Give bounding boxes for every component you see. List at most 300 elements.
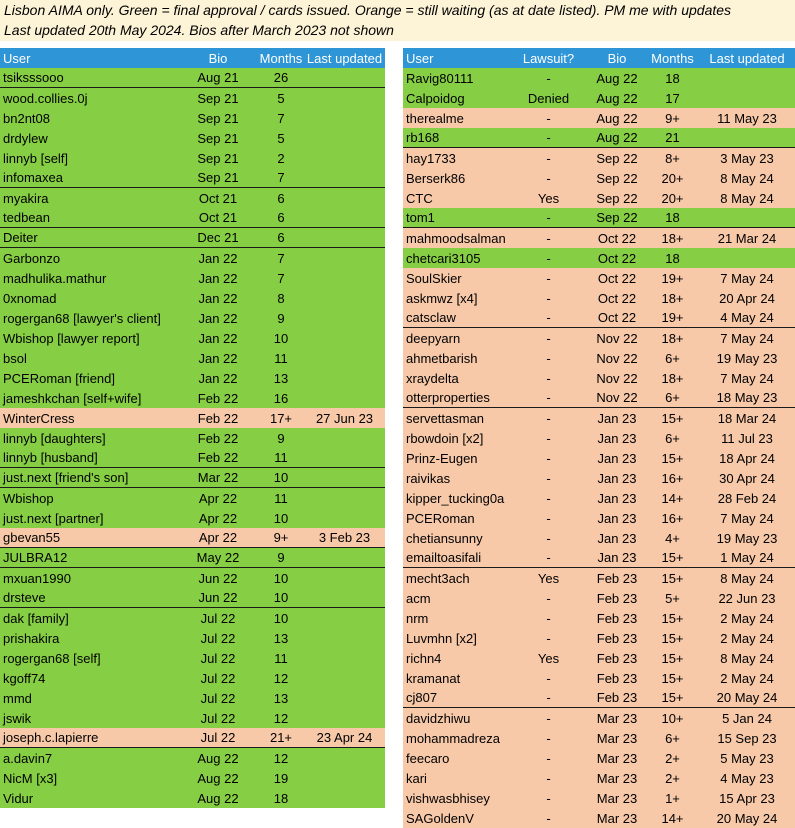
- cell-user[interactable]: kipper_tucking0a: [406, 490, 505, 506]
- table-row[interactable]: [403, 428, 795, 448]
- cell-user[interactable]: chetcari3105: [406, 250, 481, 266]
- cell-last-updated[interactable]: 20 May 24: [716, 810, 778, 826]
- cell-user[interactable]: ahmetbarish: [406, 350, 478, 366]
- table-row[interactable]: [403, 268, 795, 288]
- cell-bio[interactable]: Jun 22: [198, 570, 238, 586]
- cell-months[interactable]: 18+: [661, 330, 684, 346]
- cell-months[interactable]: 5: [277, 130, 285, 146]
- cell-bio[interactable]: Feb 23: [596, 610, 638, 626]
- cell-user[interactable]: mecht3ach: [406, 570, 470, 586]
- cell-bio[interactable]: Jan 22: [198, 310, 238, 326]
- cell-lawsuit[interactable]: -: [546, 310, 551, 325]
- cell-months[interactable]: 9: [277, 310, 285, 326]
- cell-bio[interactable]: Jan 22: [198, 290, 238, 306]
- cell-user[interactable]: Calpoidog: [406, 90, 465, 106]
- cell-user[interactable]: just.next [friend's son]: [3, 470, 129, 485]
- table-row[interactable]: [0, 88, 385, 108]
- cell-lawsuit[interactable]: -: [546, 430, 551, 446]
- cell-bio[interactable]: Jul 22: [200, 710, 236, 726]
- cell-user[interactable]: hay1733: [406, 150, 456, 166]
- cell-bio[interactable]: Feb 23: [596, 570, 638, 586]
- cell-last-updated[interactable]: 20 Apr 24: [719, 290, 775, 306]
- cell-months[interactable]: 18+: [661, 290, 684, 306]
- table-row[interactable]: [0, 548, 385, 568]
- cell-months[interactable]: 5+: [665, 590, 680, 606]
- cell-lawsuit[interactable]: -: [546, 750, 551, 766]
- cell-months[interactable]: 1+: [665, 790, 680, 806]
- table-row[interactable]: [0, 528, 385, 548]
- cell-lawsuit[interactable]: -: [546, 470, 551, 486]
- cell-user[interactable]: chetiansunny: [406, 530, 483, 546]
- table-row[interactable]: [0, 448, 385, 468]
- cell-user[interactable]: linnyb [self]: [3, 150, 69, 166]
- cell-last-updated[interactable]: 3 Feb 23: [318, 530, 371, 545]
- cell-user[interactable]: mmd: [3, 690, 32, 706]
- cell-user[interactable]: mahmoodsalman: [406, 230, 506, 246]
- table-row[interactable]: [403, 368, 795, 388]
- cell-bio[interactable]: Oct 22: [597, 270, 637, 286]
- cell-months[interactable]: 9+: [665, 110, 680, 126]
- cell-months[interactable]: 12: [273, 750, 289, 766]
- cell-months[interactable]: 12: [273, 670, 289, 686]
- cell-bio[interactable]: Oct 22: [597, 290, 637, 306]
- cell-lawsuit[interactable]: -: [546, 150, 551, 166]
- cell-bio[interactable]: Sep 22: [596, 150, 638, 166]
- cell-last-updated[interactable]: 19 May 23: [716, 350, 778, 366]
- cell-user[interactable]: rogergan68 [self]: [3, 650, 101, 666]
- cell-bio[interactable]: Oct 22: [597, 250, 637, 266]
- table-row[interactable]: [403, 648, 795, 668]
- cell-user[interactable]: cj807: [406, 690, 438, 705]
- cell-bio[interactable]: Jan 23: [597, 450, 637, 466]
- table-row[interactable]: [403, 128, 795, 148]
- cell-bio[interactable]: Feb 23: [596, 690, 638, 705]
- cell-user[interactable]: deepyarn: [406, 330, 461, 346]
- table-row[interactable]: [403, 608, 795, 628]
- cell-bio[interactable]: Jul 22: [200, 630, 236, 646]
- cell-months[interactable]: 8+: [665, 150, 680, 166]
- cell-months[interactable]: 13: [273, 690, 289, 706]
- cell-user[interactable]: tom1: [406, 210, 435, 225]
- header-months[interactable]: Months: [651, 50, 694, 66]
- table-row[interactable]: [403, 508, 795, 528]
- cell-lawsuit[interactable]: -: [546, 110, 551, 126]
- cell-bio[interactable]: Feb 22: [197, 410, 239, 426]
- cell-lawsuit[interactable]: -: [546, 270, 551, 286]
- cell-user[interactable]: Vidur: [3, 790, 34, 806]
- cell-months[interactable]: 16+: [661, 470, 684, 486]
- table-row[interactable]: [0, 588, 385, 608]
- cell-bio[interactable]: Aug 21: [197, 70, 239, 85]
- cell-months[interactable]: 7: [277, 110, 285, 126]
- cell-months[interactable]: 10: [273, 570, 289, 586]
- cell-months[interactable]: 15+: [661, 610, 684, 626]
- cell-last-updated[interactable]: 2 May 24: [720, 630, 774, 646]
- cell-user[interactable]: kgoff74: [3, 670, 46, 686]
- header-last-updated[interactable]: Last updated: [306, 50, 383, 66]
- cell-last-updated[interactable]: 11 Jul 23: [721, 430, 773, 446]
- cell-bio[interactable]: Feb 22: [197, 430, 239, 446]
- cell-months[interactable]: 7: [277, 250, 285, 266]
- cell-bio[interactable]: Oct 21: [198, 190, 238, 206]
- cell-bio[interactable]: Feb 23: [596, 630, 638, 646]
- cell-months[interactable]: 20+: [661, 170, 684, 186]
- cell-last-updated[interactable]: 2 May 24: [720, 670, 774, 686]
- cell-user[interactable]: myakira: [3, 190, 49, 206]
- cell-months[interactable]: 13: [273, 370, 289, 386]
- cell-months[interactable]: 2+: [665, 770, 680, 786]
- cell-last-updated[interactable]: 20 May 24: [716, 690, 778, 705]
- cell-bio[interactable]: Jan 22: [198, 250, 238, 266]
- table-row[interactable]: [0, 628, 385, 648]
- cell-bio[interactable]: Sep 21: [197, 110, 239, 126]
- cell-last-updated[interactable]: 23 Apr 24: [316, 730, 373, 745]
- cell-user[interactable]: mxuan1990: [3, 570, 71, 586]
- cell-months[interactable]: 9: [277, 430, 285, 446]
- cell-lawsuit[interactable]: -: [546, 70, 551, 86]
- cell-months[interactable]: 10: [273, 330, 289, 346]
- table-row[interactable]: [403, 588, 795, 608]
- cell-months[interactable]: 18+: [661, 370, 684, 386]
- cell-months[interactable]: 19+: [661, 310, 684, 325]
- cell-user[interactable]: joseph.c.lapierre: [3, 730, 99, 745]
- cell-user[interactable]: 0xnomad: [3, 290, 57, 306]
- cell-user[interactable]: linnyb [daughters]: [3, 430, 106, 446]
- cell-user[interactable]: Wbishop: [3, 490, 54, 506]
- cell-bio[interactable]: Oct 22: [597, 310, 637, 325]
- cell-months[interactable]: 18+: [661, 230, 684, 246]
- cell-user[interactable]: bn2nt08: [3, 110, 50, 126]
- cell-user[interactable]: therealme: [406, 110, 464, 126]
- cell-months[interactable]: 7: [277, 170, 285, 185]
- table-row[interactable]: [0, 408, 385, 428]
- table-row[interactable]: [0, 608, 385, 628]
- table-row[interactable]: [0, 228, 385, 248]
- cell-bio[interactable]: Feb 23: [596, 670, 638, 686]
- cell-bio[interactable]: Jun 22: [198, 590, 238, 605]
- header-user[interactable]: User: [3, 50, 31, 66]
- table-row[interactable]: [0, 368, 385, 388]
- cell-bio[interactable]: Feb 22: [197, 390, 239, 406]
- cell-lawsuit[interactable]: -: [546, 590, 551, 606]
- table-row[interactable]: [0, 748, 385, 768]
- header-last-updated[interactable]: Last updated: [709, 50, 785, 66]
- table-row[interactable]: [0, 508, 385, 528]
- cell-bio[interactable]: Jul 22: [200, 610, 236, 626]
- cell-bio[interactable]: Jan 23: [597, 430, 637, 446]
- cell-last-updated[interactable]: 5 May 23: [720, 750, 774, 766]
- cell-months[interactable]: 17: [665, 90, 680, 106]
- cell-bio[interactable]: Jul 22: [200, 670, 236, 686]
- cell-lawsuit[interactable]: -: [546, 510, 551, 526]
- cell-user[interactable]: PCERoman [friend]: [3, 370, 115, 386]
- cell-bio[interactable]: Nov 22: [596, 350, 638, 366]
- cell-months[interactable]: 14+: [661, 810, 684, 826]
- cell-bio[interactable]: Jan 22: [198, 350, 238, 366]
- cell-last-updated[interactable]: 8 May 24: [720, 650, 774, 666]
- cell-user[interactable]: Luvmhn [x2]: [406, 630, 477, 646]
- cell-last-updated[interactable]: 21 Mar 24: [717, 230, 777, 246]
- cell-user[interactable]: wood.collies.0j: [3, 90, 88, 106]
- table-row[interactable]: [403, 388, 795, 408]
- cell-user[interactable]: madhulika.mathur: [3, 270, 107, 286]
- cell-bio[interactable]: Sep 22: [596, 210, 638, 225]
- cell-months[interactable]: 9: [277, 550, 285, 565]
- cell-bio[interactable]: Jan 23: [597, 470, 637, 486]
- cell-user[interactable]: CTC: [406, 190, 433, 206]
- cell-last-updated[interactable]: 22 Jun 23: [718, 590, 776, 606]
- table-row[interactable]: [0, 428, 385, 448]
- cell-user[interactable]: tedbean: [3, 210, 50, 225]
- cell-months[interactable]: 6: [277, 230, 285, 245]
- table-row[interactable]: [0, 648, 385, 668]
- cell-months[interactable]: 18: [665, 70, 680, 86]
- cell-months[interactable]: 15+: [661, 670, 684, 686]
- cell-bio[interactable]: Mar 23: [596, 790, 638, 806]
- cell-user[interactable]: nrm: [406, 610, 429, 626]
- table-row[interactable]: [0, 68, 385, 88]
- table-row[interactable]: [0, 668, 385, 688]
- cell-bio[interactable]: Oct 22: [597, 230, 637, 246]
- cell-months[interactable]: 11: [274, 450, 288, 465]
- cell-lawsuit[interactable]: -: [546, 350, 551, 366]
- cell-months[interactable]: 11: [274, 490, 288, 506]
- cell-last-updated[interactable]: 15 Apr 23: [719, 790, 775, 806]
- cell-user[interactable]: gbevan55: [3, 530, 61, 545]
- cell-bio[interactable]: Aug 22: [596, 70, 638, 86]
- cell-lawsuit[interactable]: -: [546, 530, 551, 546]
- table-row[interactable]: [403, 788, 795, 808]
- cell-months[interactable]: 19: [273, 770, 289, 786]
- cell-user[interactable]: kramanat: [406, 670, 461, 686]
- cell-user[interactable]: emailtoasifali: [406, 550, 482, 565]
- cell-bio[interactable]: Mar 23: [596, 810, 638, 826]
- cell-lawsuit[interactable]: Yes: [537, 650, 560, 666]
- cell-bio[interactable]: Sep 21: [197, 130, 239, 146]
- table-row[interactable]: [403, 768, 795, 788]
- cell-last-updated[interactable]: 18 May 23: [716, 390, 778, 405]
- table-row[interactable]: [403, 288, 795, 308]
- table-row[interactable]: [403, 168, 795, 188]
- table-row[interactable]: [403, 728, 795, 748]
- cell-months[interactable]: 6+: [665, 430, 680, 446]
- cell-bio[interactable]: Mar 22: [197, 470, 239, 485]
- table-row[interactable]: [0, 208, 385, 228]
- cell-bio[interactable]: Jul 22: [200, 690, 236, 706]
- table-row[interactable]: [0, 348, 385, 368]
- table-row[interactable]: [403, 488, 795, 508]
- cell-months[interactable]: 6: [277, 190, 285, 206]
- cell-lawsuit[interactable]: -: [546, 770, 551, 786]
- cell-months[interactable]: 15+: [661, 570, 684, 586]
- table-row[interactable]: [0, 308, 385, 328]
- cell-user[interactable]: JULBRA12: [3, 550, 68, 565]
- cell-bio[interactable]: Mar 23: [596, 710, 638, 726]
- table-row[interactable]: [403, 808, 795, 828]
- cell-months[interactable]: 6: [277, 210, 285, 225]
- cell-bio[interactable]: Jan 23: [597, 410, 637, 426]
- table-row[interactable]: [403, 548, 795, 568]
- cell-bio[interactable]: Nov 22: [596, 370, 638, 386]
- table-row[interactable]: [403, 348, 795, 368]
- cell-months[interactable]: 17+: [269, 410, 293, 426]
- cell-last-updated[interactable]: 4 May 23: [720, 770, 774, 786]
- cell-user[interactable]: Prinz-Eugen: [406, 450, 478, 466]
- cell-bio[interactable]: Aug 22: [596, 90, 638, 106]
- cell-months[interactable]: 2: [277, 150, 285, 166]
- table-row[interactable]: [0, 568, 385, 588]
- cell-user[interactable]: xraydelta: [406, 370, 459, 386]
- table-row[interactable]: [0, 468, 385, 488]
- cell-months[interactable]: 19+: [661, 270, 684, 286]
- header-months[interactable]: Months: [259, 50, 303, 66]
- cell-user[interactable]: bsol: [3, 350, 27, 366]
- cell-last-updated[interactable]: 18 Mar 24: [717, 410, 777, 426]
- cell-lawsuit[interactable]: -: [546, 610, 551, 626]
- table-row[interactable]: [0, 708, 385, 728]
- cell-user[interactable]: drsteve: [3, 590, 46, 605]
- cell-last-updated[interactable]: 2 May 24: [720, 610, 774, 626]
- cell-user[interactable]: vishwasbhisey: [406, 790, 490, 806]
- table-row[interactable]: [403, 188, 795, 208]
- cell-user[interactable]: NicM [x3]: [3, 770, 58, 786]
- cell-user[interactable]: drdylew: [3, 130, 48, 146]
- table-row[interactable]: [0, 108, 385, 128]
- cell-lawsuit[interactable]: -: [546, 230, 551, 246]
- cell-bio[interactable]: Jan 23: [597, 550, 637, 565]
- cell-last-updated[interactable]: 7 May 24: [720, 370, 774, 386]
- cell-months[interactable]: 6+: [665, 390, 680, 405]
- cell-bio[interactable]: Apr 22: [198, 510, 238, 526]
- cell-bio[interactable]: Nov 22: [596, 390, 638, 405]
- cell-user[interactable]: otterproperties: [406, 390, 490, 405]
- table-row[interactable]: [0, 728, 385, 748]
- cell-bio[interactable]: Mar 23: [596, 750, 638, 766]
- table-row[interactable]: [0, 168, 385, 188]
- cell-lawsuit[interactable]: Denied: [527, 90, 570, 106]
- cell-user[interactable]: rb168: [406, 130, 440, 145]
- table-row[interactable]: [403, 748, 795, 768]
- cell-bio[interactable]: Sep 22: [596, 190, 638, 206]
- cell-last-updated[interactable]: 30 Apr 24: [719, 470, 775, 486]
- cell-last-updated[interactable]: 27 Jun 23: [315, 410, 374, 426]
- cell-months[interactable]: 2+: [665, 750, 680, 766]
- cell-bio[interactable]: Jan 23: [597, 510, 637, 526]
- cell-lawsuit[interactable]: -: [546, 790, 551, 806]
- cell-user[interactable]: kari: [406, 770, 427, 786]
- header-bio[interactable]: Bio: [607, 50, 627, 66]
- cell-user[interactable]: Wbishop [lawyer report]: [3, 330, 140, 346]
- cell-user[interactable]: Ravig80111: [406, 70, 474, 86]
- cell-user[interactable]: WinterCress: [3, 410, 75, 426]
- cell-bio[interactable]: Feb 23: [596, 650, 638, 666]
- cell-months[interactable]: 14+: [661, 490, 684, 506]
- cell-bio[interactable]: Mar 23: [596, 730, 638, 746]
- cell-last-updated[interactable]: 15 Sep 23: [717, 730, 777, 746]
- cell-months[interactable]: 16+: [661, 510, 684, 526]
- cell-months[interactable]: 8: [277, 290, 285, 306]
- cell-months[interactable]: 6+: [665, 350, 680, 366]
- cell-bio[interactable]: Aug 22: [197, 790, 239, 806]
- cell-last-updated[interactable]: 28 Feb 24: [717, 490, 777, 506]
- cell-months[interactable]: 15+: [661, 650, 684, 666]
- cell-user[interactable]: askmwz [x4]: [406, 290, 478, 306]
- cell-bio[interactable]: Sep 21: [197, 170, 239, 185]
- cell-months[interactable]: 11: [274, 650, 288, 666]
- cell-months[interactable]: 15+: [661, 410, 684, 426]
- cell-user[interactable]: just.next [partner]: [3, 510, 104, 526]
- cell-months[interactable]: 4+: [665, 530, 680, 546]
- table-row[interactable]: [403, 308, 795, 328]
- table-row[interactable]: [403, 688, 795, 708]
- cell-months[interactable]: 13: [273, 630, 289, 646]
- table-row[interactable]: [403, 448, 795, 468]
- cell-lawsuit[interactable]: -: [546, 490, 551, 506]
- cell-bio[interactable]: Aug 22: [197, 750, 239, 766]
- cell-last-updated[interactable]: 1 May 24: [720, 550, 774, 565]
- cell-months[interactable]: 10: [273, 610, 289, 626]
- cell-bio[interactable]: Apr 22: [198, 490, 238, 506]
- cell-months[interactable]: 16: [273, 390, 289, 406]
- cell-user[interactable]: Garbonzo: [3, 250, 61, 266]
- cell-months[interactable]: 5: [277, 90, 285, 106]
- cell-user[interactable]: raivikas: [406, 470, 451, 486]
- cell-last-updated[interactable]: 7 May 24: [720, 270, 774, 286]
- cell-months[interactable]: 15+: [661, 630, 684, 646]
- cell-bio[interactable]: Jan 22: [198, 330, 238, 346]
- cell-user[interactable]: dak [family]: [3, 610, 69, 626]
- cell-last-updated[interactable]: 11 May 23: [717, 110, 777, 126]
- cell-last-updated[interactable]: 4 May 24: [720, 310, 774, 325]
- cell-lawsuit[interactable]: -: [546, 450, 551, 466]
- cell-user[interactable]: infomaxea: [3, 170, 63, 185]
- cell-last-updated[interactable]: 18 Apr 24: [719, 450, 775, 466]
- cell-lawsuit[interactable]: -: [546, 370, 551, 386]
- cell-months[interactable]: 9+: [273, 530, 289, 545]
- cell-user[interactable]: jameshkchan [self+wife]: [3, 390, 142, 406]
- cell-months[interactable]: 15+: [661, 450, 684, 466]
- cell-bio[interactable]: Feb 22: [197, 450, 239, 465]
- cell-user[interactable]: richn4: [406, 650, 442, 666]
- cell-bio[interactable]: Jul 22: [200, 730, 236, 745]
- table-row[interactable]: [403, 708, 795, 728]
- table-row[interactable]: [403, 228, 795, 248]
- cell-bio[interactable]: Nov 22: [596, 330, 638, 346]
- cell-bio[interactable]: Sep 22: [596, 170, 638, 186]
- cell-bio[interactable]: May 22: [196, 550, 240, 565]
- cell-bio[interactable]: Aug 22: [197, 770, 239, 786]
- table-row[interactable]: [0, 388, 385, 408]
- cell-bio[interactable]: Jan 22: [198, 270, 238, 286]
- table-row[interactable]: [0, 248, 385, 268]
- cell-bio[interactable]: Sep 21: [197, 90, 239, 106]
- cell-user[interactable]: PCERoman: [406, 510, 475, 526]
- cell-user[interactable]: mohammadreza: [406, 730, 500, 746]
- header-lawsuit[interactable]: Lawsuit?: [522, 50, 575, 66]
- cell-last-updated[interactable]: 5 Jan 24: [722, 710, 772, 726]
- cell-months[interactable]: 7: [277, 270, 285, 286]
- cell-lawsuit[interactable]: -: [546, 130, 551, 145]
- cell-user[interactable]: servettasman: [406, 410, 485, 426]
- table-row[interactable]: [0, 488, 385, 508]
- cell-months[interactable]: 11: [274, 350, 288, 366]
- cell-months[interactable]: 10+: [661, 710, 684, 726]
- cell-last-updated[interactable]: 19 May 23: [716, 530, 778, 546]
- cell-user[interactable]: jswik: [3, 710, 32, 726]
- cell-last-updated[interactable]: 8 May 24: [720, 570, 774, 586]
- cell-user[interactable]: acm: [406, 590, 431, 606]
- table-row[interactable]: [403, 88, 795, 108]
